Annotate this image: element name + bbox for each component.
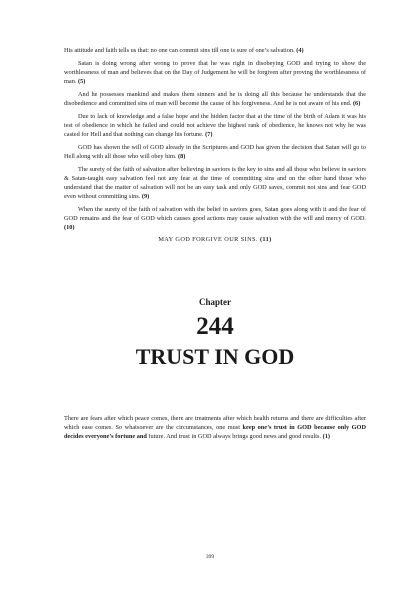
closing-prayer: [64, 236, 366, 243]
paragraph-text: GOD has shown the will of GOD already in the Scriptures and GOD has given the decision that Satan will go to Hell along with all those who will obey him.: [64, 144, 366, 160]
chapter-body: [64, 414, 366, 441]
paragraph-text: There are fears after which peace comes, there are treatments after which health returns and there are difficulties after which ease comes. So whatsoever are the circumstances, one must: [64, 415, 366, 431]
closing-text: MAY GOD FORGIVE OUR SINS.: [158, 236, 258, 243]
reference-mark: (4): [296, 47, 304, 54]
paragraph-7: [64, 205, 366, 232]
chapter-paragraph-1: [64, 414, 366, 441]
emphasized-text: keep one’s trust in GOD because only GOD decides everyone’s fortune and: [64, 424, 367, 440]
paragraph-text: future. And trust in GOD always brings good news and good results.: [148, 433, 322, 440]
paragraph-text: The surety of the faith of salvation after believing in saviors is the key to sins and all those who believe in saviors & Satan-taught easy salvation feel not any fear at the time of committing sins and on the other hand those who understand that the matter of salvation will not be an easy task and only GOD saves, commit not sins and fear GOD even without committing sins.: [64, 166, 366, 200]
paragraph-6: [64, 165, 366, 201]
reference-mark: (7): [205, 131, 213, 138]
paragraph-text: Satan is doing wrong after wrong to prove that he was right in disobeying GOD and trying to show the worthlessness of man and believes that on the Day of Judgement he will be forgiven after proving the worthlessness of man.: [64, 60, 366, 85]
reference-mark: (11): [259, 236, 272, 243]
paragraph-text: When the surety of the faith of salvation with the belief in saviors goes, Satan goes along with it and the fear of GOD remains and the fear of GOD which causes good actions may cause salvation with the will and mercy of GOD.: [64, 206, 366, 222]
paragraph-3: [64, 90, 366, 108]
chapter-title: TRUST IN GOD: [135, 344, 295, 369]
chapter-number: 244: [196, 313, 234, 340]
reference-mark: (1): [322, 433, 330, 440]
paragraph-4: [64, 112, 366, 139]
reference-mark: (5): [78, 78, 86, 85]
paragraph-text: And he possesses mankind and makes them sinners and he is doing all this because he understands that the disobedience and committed sins of man will become the cause of his forgiveness. And he is not aware of his end.: [64, 91, 366, 107]
reference-mark: (10): [64, 224, 75, 231]
reference-mark: (9): [141, 193, 150, 200]
paragraph-text: Due to lack of knowledge and a false hope and the hidden factor that at the time of the birth of Adam it was his test of obedience in which he failed and could not achieve the highest rank of obedience, he knows not why he was casted for Hell and that nothing can change his fortune.: [64, 113, 366, 138]
paragraph-text: His attitude and faith tells us that: no one can commit sins till one is sure of one’s salvation.: [64, 47, 295, 54]
reference-mark: (8): [178, 153, 186, 160]
page-number: 399: [205, 554, 215, 560]
reference-mark: (6): [352, 100, 361, 107]
paragraph-5: [64, 143, 366, 161]
chapter-heading: [64, 297, 366, 370]
chapter-label: Chapter: [199, 297, 231, 307]
paragraph-1: [64, 46, 366, 55]
body-text: [64, 46, 366, 243]
paragraph-2: [64, 59, 366, 86]
